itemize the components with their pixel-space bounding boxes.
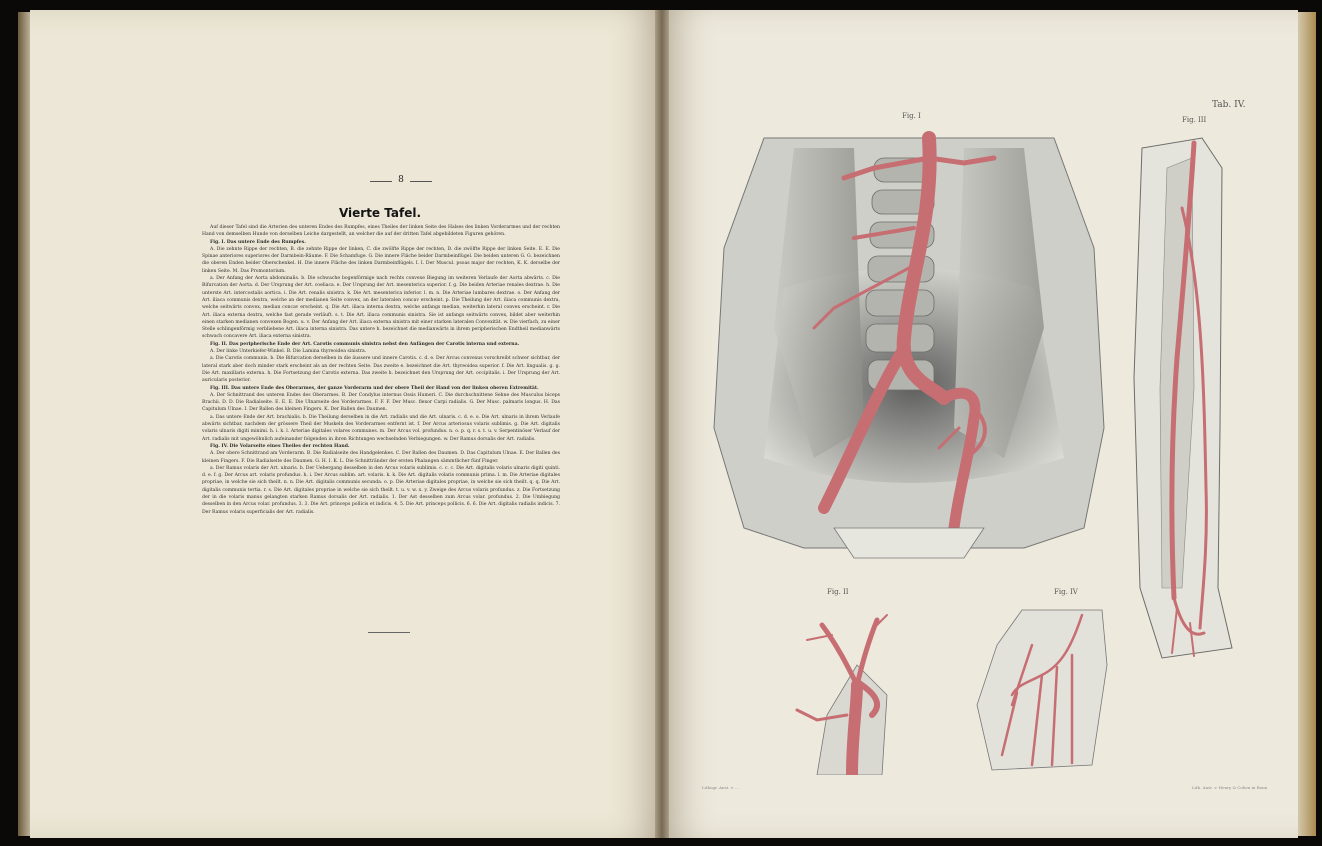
page-title: Vierte Tafel. [338, 206, 422, 220]
paragraph: a. Der Ramus volaris der Art. ulnaris. b. Der Uebergang desselben in den Arcus volaris sublimis. c. c. c. Die Art. digitalis volaris ulnaris digiti quinti. d. e. f. g. Der Arcus art. volaris profundus. h. i. Der Arcus sublim. art. volaris. k. k. Die Art. digitalis volaris communis prima. l. m. Die Arteriae digitales propriae, in welche sie sich theilt. n. n. Die Art. digitalis communis secunda. o. p. Die Arteriae digitales propriae, in welche sie sich theilt. q. q. Die Art. digitalis communis tertia. r. s. Die Art. digitales propriae in welche sie sich theilt. t. u. v. w. x. y. Zweige des Arcus volaris profundus. z. Die Fortsetzung der in die volaris manus gelangten starken Ramus dorsalis der Art. radialis. 1. Der Ast desselben zum Arcus volar. profundus. 2. Die Umbiegung desselben in den Arcus volar. profundus. 3. 3. Die Art. princeps pollicis et indicis. 4. 5. Die Art. princeps pollicis. 6. 6. Die Art. digitalis radialis indicis. 7. Der Ramus volaris superficialis der Art. radialis. [202, 465, 560, 515]
paragraph: A. Der obere Schnittrand am Vorderarm. B. Die Radialseite des Handgelenkes. C. Der Ballen des Daumen. D. Das Capitulum Ulnae. E. Der Ballen des kleinen Fingers. F. Die Radialseite des Daumen. G. H. I. K. L. Die Schnittränder der ersten Phalangen sämmtlicher fünf Finger. [202, 451, 560, 464]
right-page [662, 10, 1298, 838]
page-number: 8 [398, 175, 404, 185]
end-rule [368, 632, 410, 633]
page-number-rule-right [410, 181, 432, 182]
fig3-label: Fig. III [1182, 116, 1207, 124]
left-page [30, 10, 662, 838]
fig3-forearm-illustration [1122, 128, 1242, 688]
right-page-edge [1296, 12, 1316, 836]
figure-heading: Fig. III. Das untere Ende des Oberarmes, der ganze Vorderarm und der obere Theil der Hand von der linken oberen Extremität. [210, 385, 539, 391]
fig4-label: Fig. IV [1054, 588, 1078, 596]
fig2-label: Fig. II [827, 588, 849, 596]
fig2-carotid-illustration [787, 605, 907, 775]
fig1-label: Fig. I [902, 112, 921, 120]
figure-heading: Fig. IV. Die Volarseite eines Theiles der rechten Hand. [210, 443, 350, 449]
fig4-hand-illustration [972, 605, 1112, 775]
body-text [202, 224, 560, 516]
plate-tab-label: Tab. IV. [1212, 100, 1246, 110]
book-gutter [655, 10, 669, 838]
paragraph: A. Der linke Unterkiefer-Winkel. B. Die Lamina thyreoidea sinistra. [210, 349, 367, 355]
paragraph: A. Der Schnittrand des unteren Endes des Oberarmes. B. Der Condylus internus Ossis Humeri. C. Die durchschnittene Sehne des Musculus biceps Brachii. D. D. Die Radialseite. E. E. E. Die Ulnarseite des Vorderarmes. F. F. F. Der Musc. flexor Carpi radialis. G. Der Musc. palmaris longus. H. Das Capitulum Ulnae. I. Der Ballen des kleinen Fingers. K. Der Ballen des Daumen. [202, 392, 560, 413]
page-number-rule-left [370, 181, 392, 182]
paragraph: A. Die zehnte Rippe der rechten, B. die zehnte Rippe der linken, C. die zwölfte Rippe der rechten, D. die zwölfte Rippe der linken Seite. E. E. Die Spinae anteriores superiores der Darmbein-Räume. F. Die Schamfuge. G. Die innere Fläche beider Darmbeinflügel. Die beiden unteren G. G. bezeichnen die oberen Enden beider Oberschenkel. H. Die innere Fläche des linken Darmbeinflügels. I. I. Der Muscul. psoas major der rechten, K. K. derselbe der linken Seite. M. Das Promontorium. [202, 246, 560, 274]
paragraph: a. Die Carotis communis. b. Die Bifurcation derselben in die äussere und innere Carotis. c. d. e. Der Arcus convexus vorschreibt schwer sichtbar, der lateral stark aber doch minder stark erscheint als an der rechten Seite. Das zweite e. bezeichnet die Art. thyreoidea superior. f. Die Art. lingualis. g. g. Die Art. maxillaris externa. h. Die Fortsetzung der Carotis externa. Das zweite h. bezeichnet den Ursprung der Art. occipitalis. i. Der Ursprung der Art. auricularis posterior. [202, 356, 560, 384]
fig1-aorta-illustration [704, 128, 1114, 568]
paragraph: Auf dieser Tafel sind die Arterien des unteren Endes des Rumpfes, eines Theiles der linken Seite des Halses des linken Vorderarmes und der rechten Hand von demselben Hunde von derselben Leiche dargestellt, an welcher die auf der dritten Tafel abgebildeten Figuren gehören. [202, 225, 560, 238]
imprint-right: Lith. Anst. v. Henry & Cohen in Bonn [1192, 785, 1268, 790]
paragraph: a. Der Anfang der Aorta abdominalis. b. Die schwache bogenförmige nach rechts convexe Biegung im weiteren Verlaufe der Aorta abwärts. c. Die Bifurcation der Aorta. d. Der Ursprung der Art. coeliaca. e. Der Ursprung der Art. mesenterica superior. f. g. Die beiden Arteriae renales dextrae. h. Die unterste Art. intercostalis aortica. i. Die Art. renalis sinistra. k. Die Art. mesenterica inferior. l. m. n. Die Arteriae lumbares dextrae. o. Der Anfang der Art. iliaca communis dextra, welche an der medianen Seite convex, an der lateralen concav erscheint. p. Die Theilung der Art. iliaca communis dextra, welche seitwärts convex, median concav erscheint. q. Die Art. iliaca interna dextra, welche anfangs median, weiterhin lateral convex erscheint. r. Die Art. iliaca externa dextra, welche fast gerade verläuft. s. t. Die Art. iliaca communis sinistra. Sie ist anfangs seitwärts convex, bildet aber weiterhin einen starken medianen convexen Bogen. u. v. Der Anfang der Art. iliaca externa sinistra mit einer starken lateralen Convexität. w. Die vierfach, zu einer Stelle schlingenförmig verbliebene Art. iliaca interna sinistra. Das untere h. bezeichnet die medianwärts in ihrem peripherischen Endtheil medianwärts schwach concavere Art. iliaca externa sinistra. [202, 276, 560, 340]
paragraph: a. Das untere Ende der Art. brachialis. b. Die Theilung derselben in die Art. radialis und die Art. ulnaris. c. d. e. o. Die Art. ulnaris in ihrem Verlaufe abwärts sichtbar, nachdem der grössere Theil der Muskeln des Vorderarmes entfernt ist. f. Der Arcus arteriosus volaris sublimis. g. Die Art. digitalis volaris ulnaris digiti minimi. h. i. k. l. Arteriae digitales volares communes. m. Der Arcus vol. profundus. n. o. p. q. r. s. t. u. v. Serpentinöser Verlauf der Art. radialis mit ungewöhnlich aufeinander folgenden in ihren Richtungen wechselnden Verbiegungen. w. Der Ramus dorsalis der Art. radialis. [202, 414, 560, 442]
figure-heading: Fig. II. Das peripherische Ende der Art. Carotis communis sinistra nebst den Anfängen der Carotis interna und externa. [210, 341, 520, 347]
imprint-left: Lithogr. Anst. v. ... [702, 785, 739, 790]
figure-heading: Fig. I. Das untere Ende des Rumpfes. [210, 239, 306, 245]
